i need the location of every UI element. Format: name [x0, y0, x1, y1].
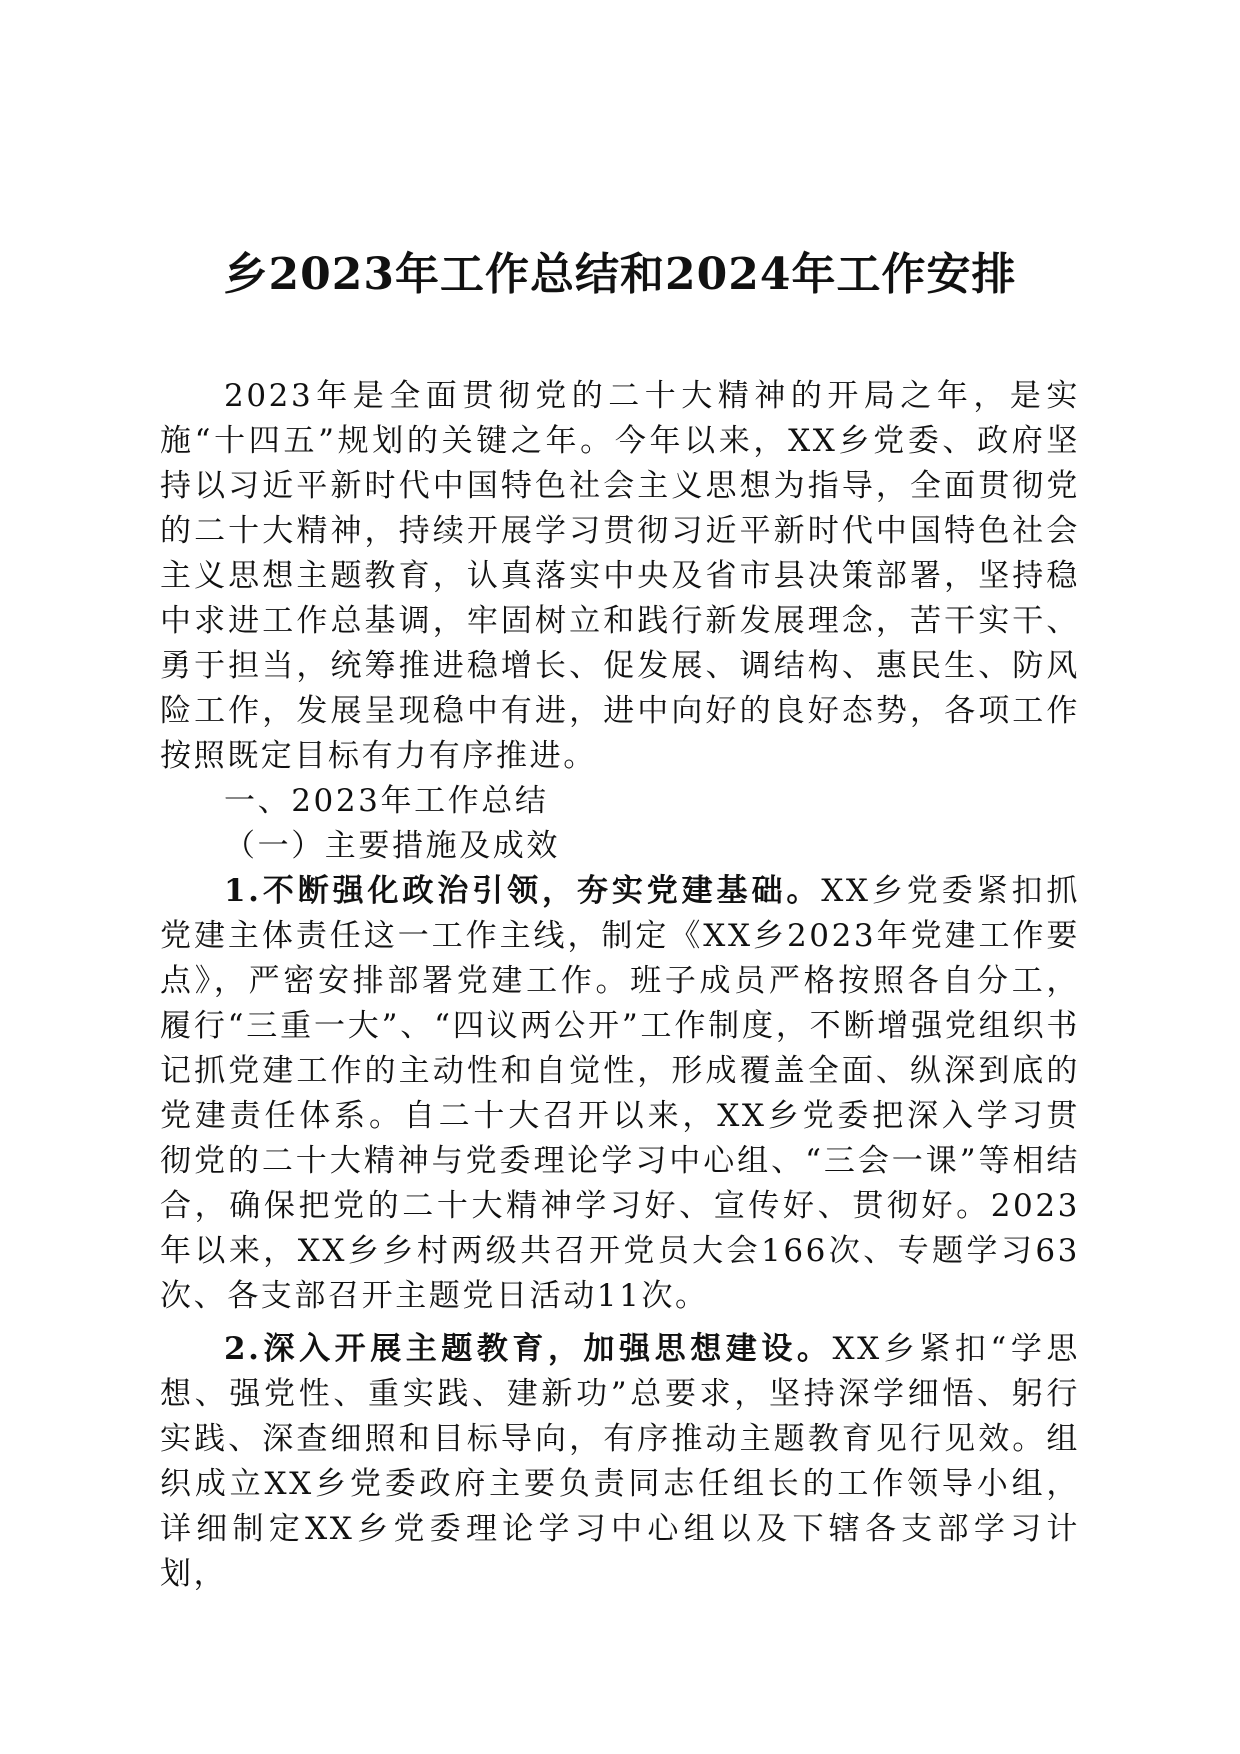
item-2-paragraph — [160, 1327, 1080, 1597]
item-1-paragraph — [160, 869, 1080, 1319]
item-2-text: XX乡紧扣“学思想、强党性、重实践、建新功”总要求，坚持深学细悟、躬行实践、深查细照和目标导向，有序推动主题教育见行见效。组织成立XX乡党委政府主要负责同志任组长的工作领导小组，详细制定XX乡党委理论学习中心组以及下辖各支部学习计划， — [160, 1331, 1080, 1592]
intro-paragraph: 2023年是全面贯彻党的二十大精神的开局之年，是实施“十四五”规划的关键之年。今年以来，XX乡党委、政府坚持以习近平新时代中国特色社会主义思想为指导，全面贯彻党的二十大精神，持续开展学习贯彻习近平新时代中国特色社会主义思想主题教育，认真落实中央及省市县决策部署，坚持稳中求进工作总基调，牢固树立和践行新发展理念，苦干实干、勇于担当，统筹推进稳增长、促发展、调结构、惠民生、防风险工作，发展呈现稳中有进，进中向好的良好态势，各项工作按照既定目标有力有序推进。 — [160, 378, 1080, 774]
document-title: 乡2023年工作总结和2024年工作安排 — [223, 249, 1017, 300]
subsection-heading: （一）主要措施及成效 — [224, 828, 560, 864]
item-2-lead: 2.深入开展主题教育，加强思想建设。 — [224, 1331, 833, 1367]
section-heading: 一、2023年工作总结 — [224, 783, 549, 819]
item-1-lead: 1.不断强化政治引领，夯实党建基础。 — [224, 873, 822, 909]
document-body — [160, 374, 1080, 1597]
item-1-text: XX乡党委紧扣抓党建主体责任这一工作主线，制定《XX乡2023年党建工作要点》，严密安排部署党建工作。班子成员严格按照各自分工，履行“三重一大”、“四议两公开”工作制度，不断增强党组织书记抓党建工作的主动性和自觉性，形成覆盖全面、纵深到底的党建责任体系。自二十大召开以来，XX乡党委把深入学习贯彻党的二十大精神与党委理论学习中心组、“三会一课”等相结合，确保把党的二十大精神学习好、宣传好、贯彻好。2023年以来，XX乡乡村两级共召开党员大会166次、专题学习63次、各支部召开主题党日活动11次。 — [160, 873, 1080, 1314]
